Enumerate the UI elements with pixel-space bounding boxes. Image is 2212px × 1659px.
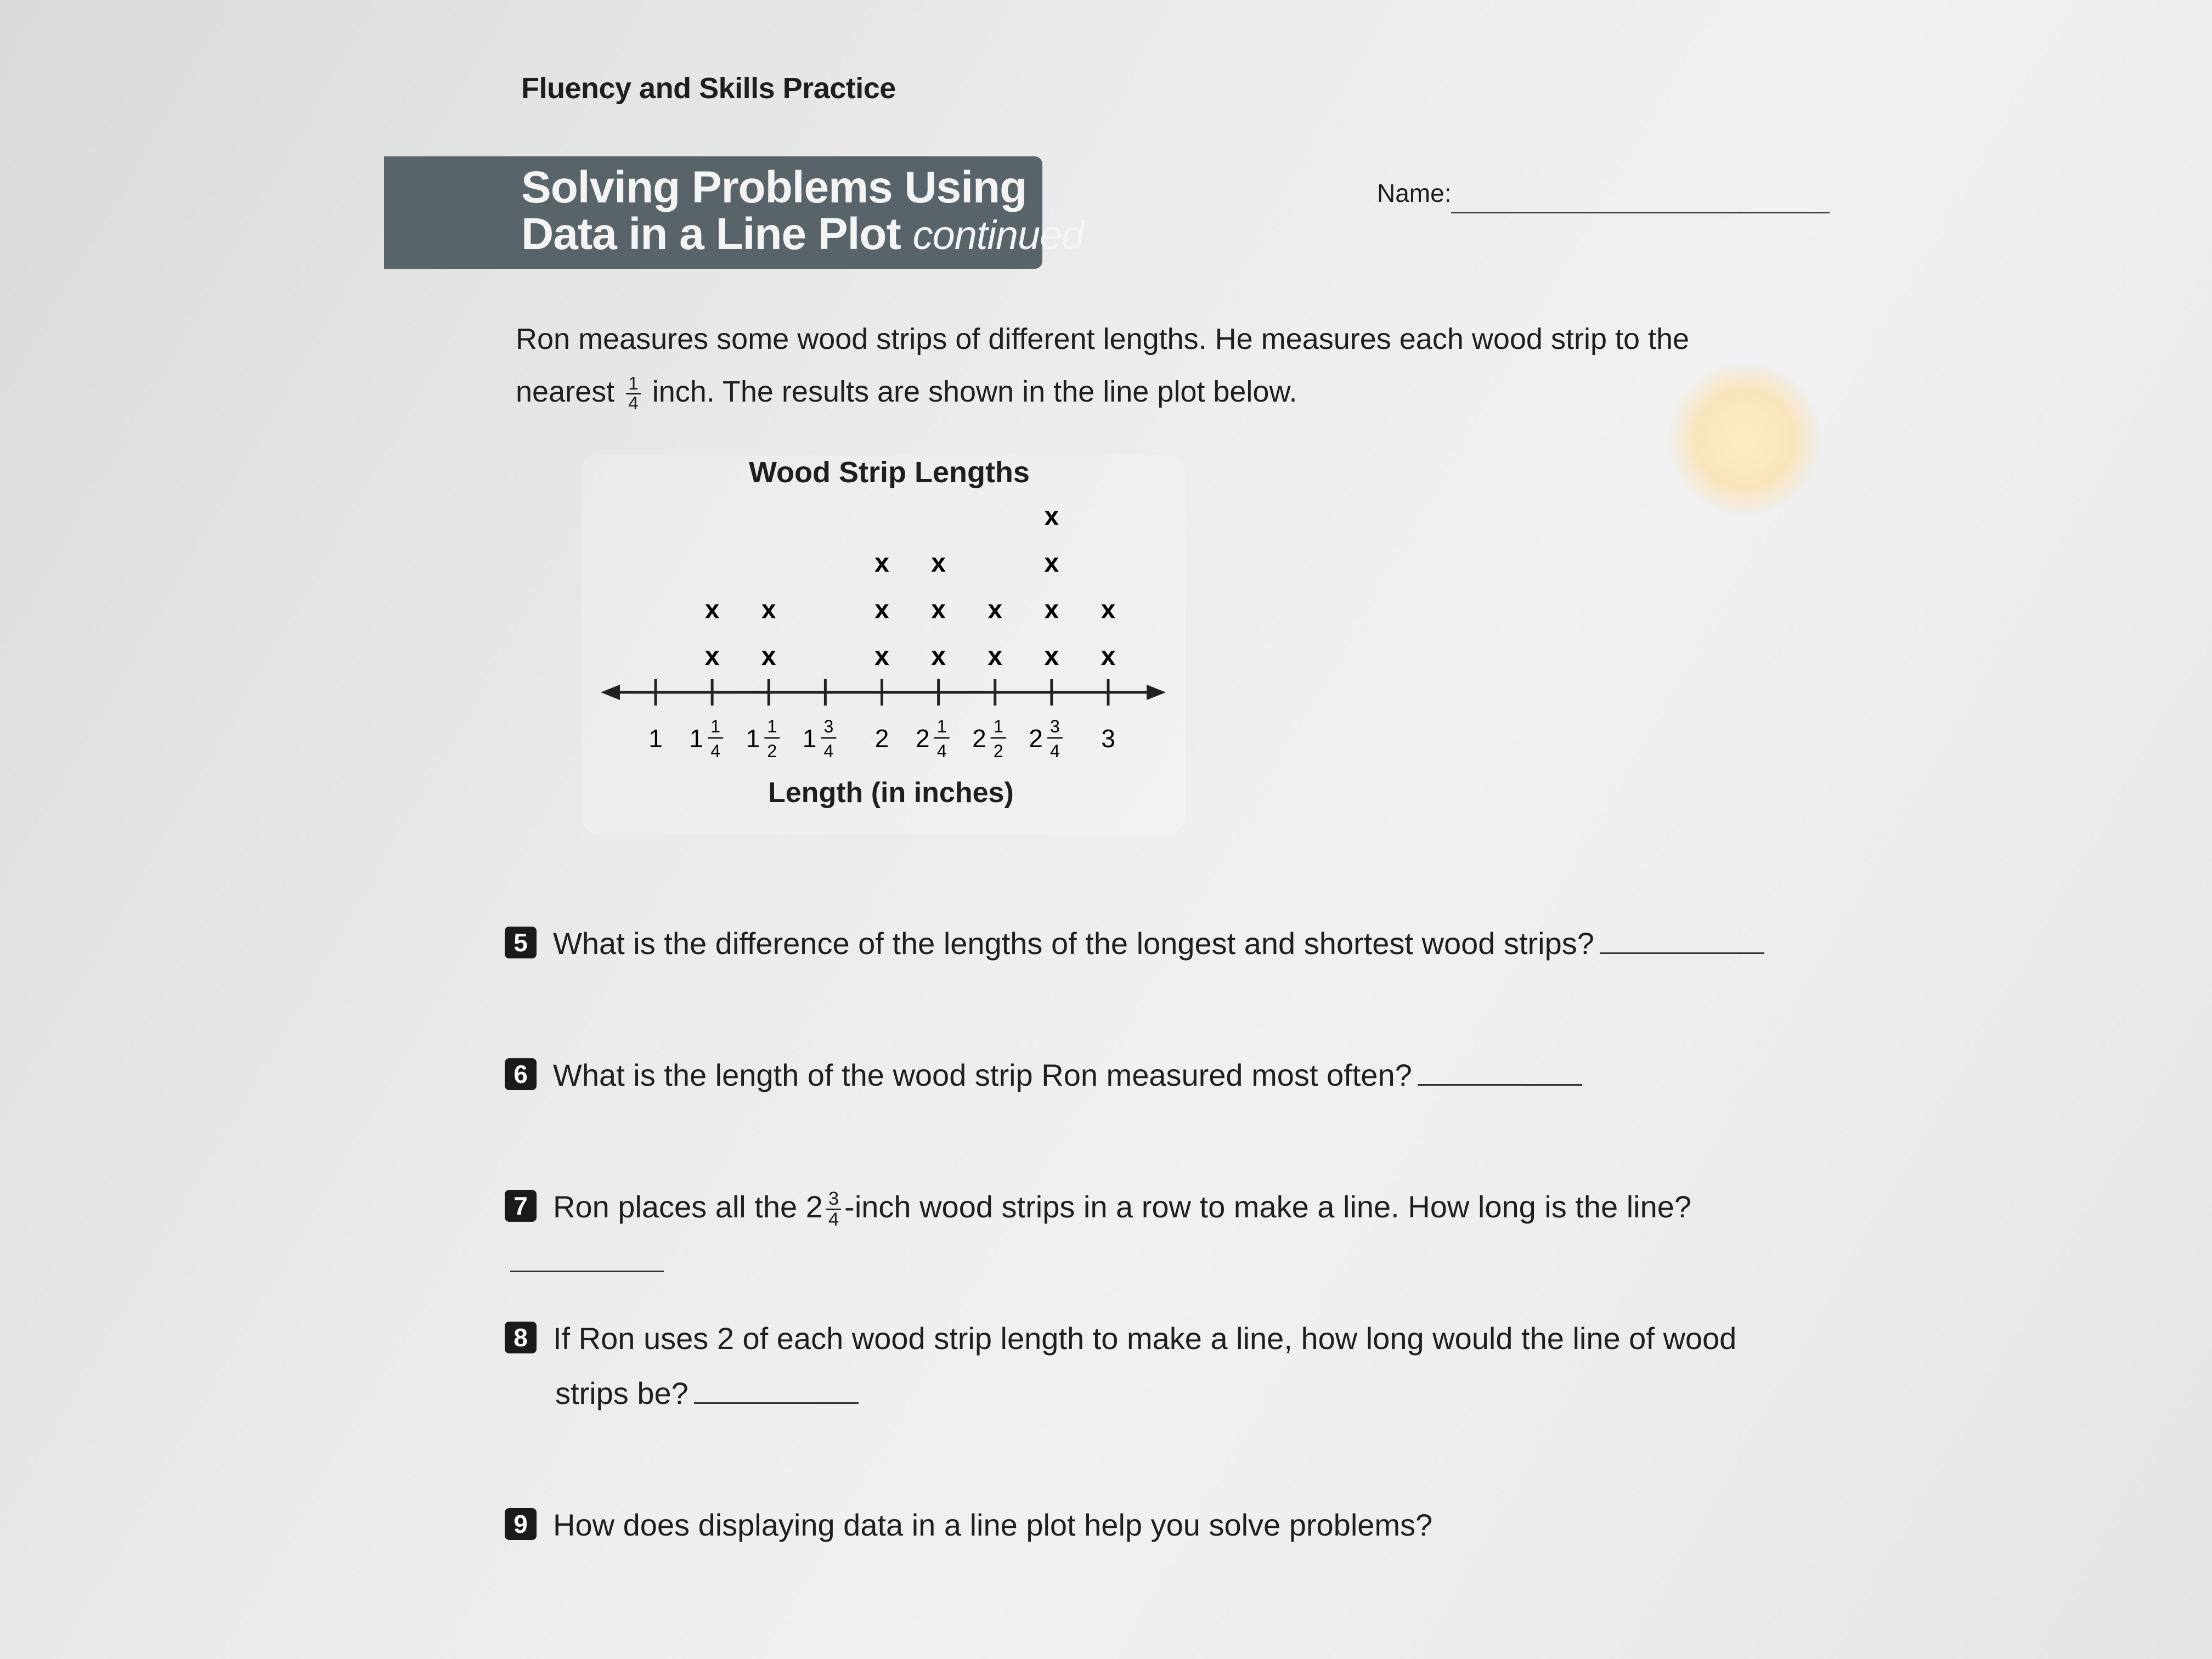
plot-x-mark: x bbox=[1101, 642, 1116, 671]
answer-blank-6[interactable] bbox=[1418, 1057, 1582, 1086]
plot-x-mark: x bbox=[1044, 549, 1059, 578]
title-continued: continued bbox=[912, 212, 1084, 258]
plot-x-mark: x bbox=[761, 642, 776, 671]
tick-label-denominator: 4 bbox=[936, 741, 947, 761]
intro-fraction-den: 4 bbox=[628, 393, 639, 414]
question-9-text: How does displaying data in a line plot help you solve problems? bbox=[553, 1508, 1433, 1542]
question-6 bbox=[505, 1048, 1832, 1103]
question-7-text-b: -inch wood strips in a row to make a line. How long is the line? bbox=[844, 1189, 1692, 1224]
tick-label-numerator: 1 bbox=[767, 716, 777, 736]
answer-blank-7[interactable] bbox=[510, 1243, 664, 1272]
plot-x-mark: x bbox=[1101, 595, 1116, 624]
question-7-text-a: Ron places all the 2 bbox=[553, 1189, 823, 1224]
question-7-fraction bbox=[826, 1189, 841, 1229]
intro-text-b: inch. The results are shown in the line plot below. bbox=[652, 375, 1297, 408]
name-label: Name: bbox=[1377, 179, 1452, 207]
tick-label-whole: 3 bbox=[1101, 724, 1115, 753]
question-8 bbox=[505, 1311, 1832, 1421]
chart-x-label: Length (in inches) bbox=[768, 777, 1014, 809]
question-5 bbox=[505, 916, 1832, 971]
tick-label-whole: 2 bbox=[874, 724, 889, 753]
tick-label-numerator: 1 bbox=[710, 716, 721, 736]
plot-x-mark: x bbox=[761, 595, 776, 624]
question-number-badge: 7 bbox=[505, 1190, 537, 1222]
tick-label-denominator: 4 bbox=[710, 741, 721, 761]
question-9 bbox=[505, 1498, 1832, 1553]
question-7-fraction-den: 4 bbox=[828, 1209, 839, 1230]
plot-x-mark: x bbox=[1044, 502, 1059, 531]
plot-x-mark: x bbox=[931, 549, 946, 578]
plot-x-mark: x bbox=[874, 595, 889, 624]
question-number-badge: 9 bbox=[505, 1508, 537, 1540]
tick-label-numerator: 3 bbox=[823, 716, 834, 736]
tick-label-numerator: 3 bbox=[1049, 716, 1060, 736]
plot-x-mark: x bbox=[1044, 595, 1059, 624]
answer-blank-8[interactable] bbox=[694, 1375, 859, 1404]
series-label: Fluency and Skills Practice bbox=[521, 72, 896, 105]
intro-text-a: Ron measures some wood strips of different lengths. He measures each wood strip to the nearest bbox=[516, 323, 1690, 408]
intro-fraction-num: 1 bbox=[626, 375, 641, 394]
plot-x-mark: x bbox=[931, 595, 946, 624]
tick-label-whole: 1 bbox=[689, 724, 704, 753]
question-8-text-b: strips be? bbox=[555, 1376, 689, 1410]
plot-x-mark: x bbox=[988, 595, 1003, 624]
question-7-fraction-num: 3 bbox=[826, 1189, 841, 1210]
tick-label-denominator: 2 bbox=[767, 741, 777, 761]
tick-label-whole: 1 bbox=[746, 724, 760, 753]
plot-x-mark: x bbox=[704, 642, 720, 671]
question-5-text: What is the difference of the lengths of the longest and shortest wood strips? bbox=[553, 926, 1594, 961]
tick-label-whole: 2 bbox=[972, 724, 986, 753]
plot-x-mark: x bbox=[1044, 642, 1059, 671]
plot-x-mark: x bbox=[874, 549, 889, 578]
question-7 bbox=[505, 1180, 1832, 1289]
question-number-badge: 5 bbox=[505, 927, 537, 958]
question-6-text: What is the length of the wood strip Ron measured most often? bbox=[553, 1058, 1412, 1092]
tick-label-denominator: 4 bbox=[1049, 741, 1060, 761]
tick-label-numerator: 1 bbox=[993, 716, 1003, 736]
plot-x-mark: x bbox=[704, 595, 720, 624]
tick-label-whole: 1 bbox=[648, 724, 663, 753]
page-title-line2-text: Data in a Line Plot bbox=[521, 209, 901, 259]
plot-x-mark: x bbox=[874, 642, 889, 671]
tick-label-numerator: 1 bbox=[936, 716, 947, 736]
page-title-line1: Solving Problems Using bbox=[521, 162, 1027, 212]
plot-x-mark: x bbox=[931, 642, 946, 671]
question-8-text-a: If Ron uses 2 of each wood strip length to make a line, how long would the line of wood bbox=[553, 1321, 1737, 1356]
tick-label-denominator: 2 bbox=[993, 741, 1003, 761]
answer-blank-5[interactable] bbox=[1600, 925, 1764, 954]
chart-title: Wood Strip Lengths bbox=[749, 456, 1030, 489]
question-number-badge: 6 bbox=[505, 1058, 537, 1090]
tick-label-whole: 2 bbox=[1029, 724, 1043, 753]
number-line-arrow-right bbox=[1147, 685, 1166, 700]
plot-x-mark: x bbox=[988, 642, 1003, 671]
tick-label-whole: 2 bbox=[916, 724, 930, 753]
tick-label-denominator: 4 bbox=[823, 741, 834, 761]
line-plot bbox=[0, 0, 2212, 823]
tick-label-whole: 1 bbox=[802, 724, 817, 753]
question-number-badge: 8 bbox=[505, 1322, 537, 1353]
number-line-arrow-left bbox=[601, 685, 620, 700]
